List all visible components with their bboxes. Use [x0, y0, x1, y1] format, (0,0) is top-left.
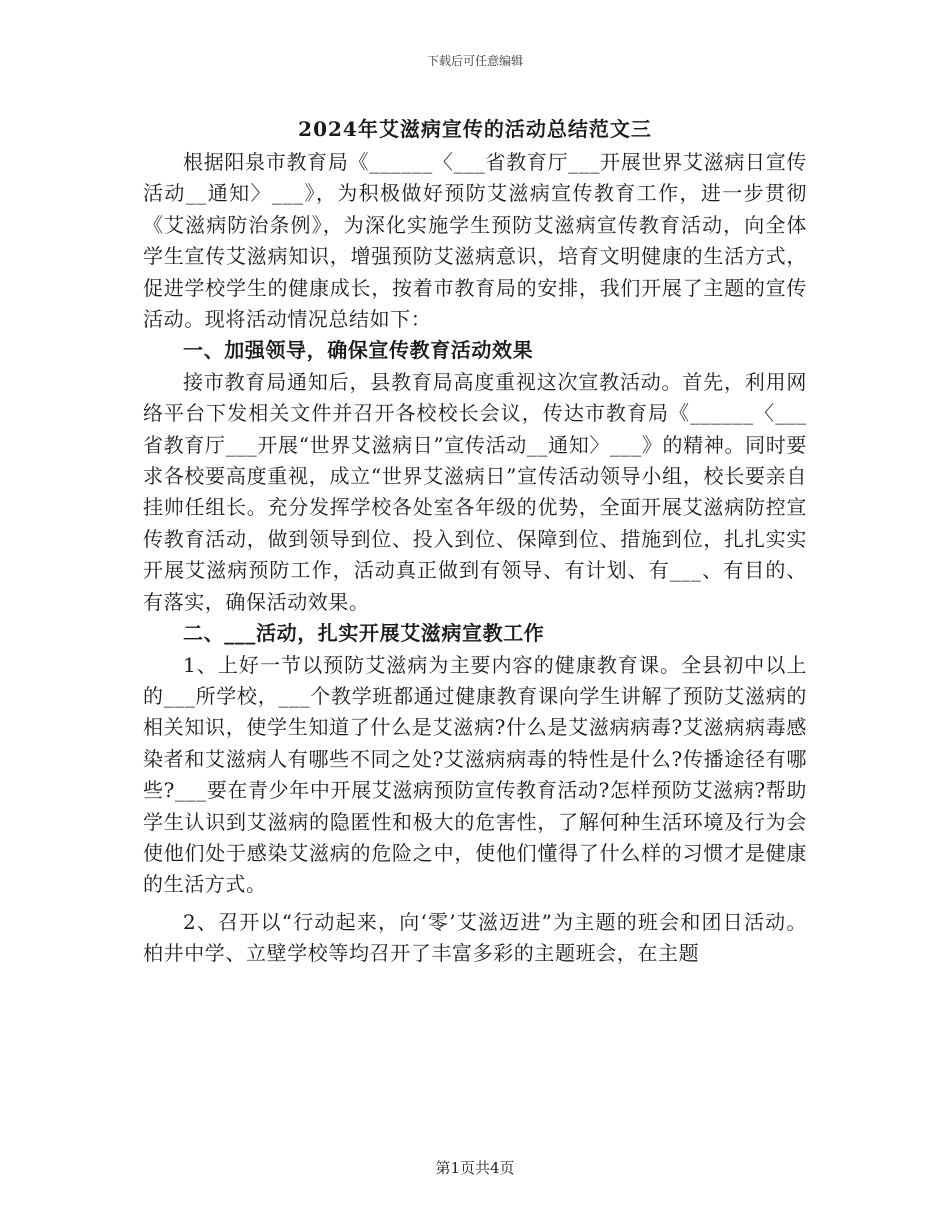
section-heading-2: 二、___活动，扎实开展艾滋病宣教工作 — [183, 621, 545, 646]
page-header: 下载后可任意编辑 — [426, 54, 523, 68]
section-heading-1: 一、加强领导，确保宣传教育活动效果 — [183, 338, 534, 363]
section-1-paragraph: 接市教育局通知后，县教育局高度重视这次宣教活动。首先，利用网络平台下发相关文件并召开各校校长会议，传达市教育局《______〈___省教育厅___开展“世界艾滋病日”宣传活动__通知〉___》的精神。同时要求各校要高度重视，成立“世界艾滋病日”宣传活动领导小组，校长要亲自挂帅任组长。充分发挥学校各处室各年级的优势，全面开展艾滋病防控宣传教育活动，做到领导到位、投入到位、保障到位、措施到位，扎扎实实开展艾滋病预防工作，活动真正做到有领导、有计划、有___、有目的、有落实，确保活动效果。 — [143, 369, 807, 614]
section-2-item-1-paragraph: 1、上好一节以预防艾滋病为主要内容的健康教育课。全县初中以上的___所学校，___个教学班都通过健康教育课向学生讲解了预防艾滋病的相关知识，使学生知道了什么是艾滋病?什么是艾滋病病毒?艾滋病病毒感染者和艾滋病人有哪些不同之处?艾滋病病毒的特性是什么?传播途径有哪些?___要在青少年中开展艾滋病预防宣传教育活动?怎样预防艾滋病?帮助学生认识到艾滋病的隐匿性和极大的危害性，了解何种生活环境及行为会使他们处于感染艾滋病的危险之中，使他们懂得了什么样的习惯才是健康的生活方式。 — [143, 652, 807, 897]
intro-paragraph: 根据阳泉市教育局《______〈___省教育厅___开展世界艾滋病日宣传活动__通知〉___》，为积极做好预防艾滋病宣传教育工作，进一步贯彻《艾滋病防治条例》，为深化实施学生预防艾滋病宣传教育活动，向全体学生宣传艾滋病知识，增强预防艾滋病意识，培育文明健康的生活方式，促进学校学生的健康成长，按着市教育局的安排，我们开展了主题的宣传活动。现将活动情况总结如下： — [143, 150, 807, 332]
document-title: 2024年艾滋病宣传的活动总结范文三 — [298, 117, 652, 141]
page-number-footer: 第1页共4页 — [435, 1159, 515, 1177]
document-body — [143, 147, 807, 970]
section-2-item-2-paragraph: 2、召开以“行动起来，向‘零’艾滋迈进”为主题的班会和团日活动。柏井中学、立壁学校等均召开了丰富多彩的主题班会，在主题 — [143, 909, 807, 966]
